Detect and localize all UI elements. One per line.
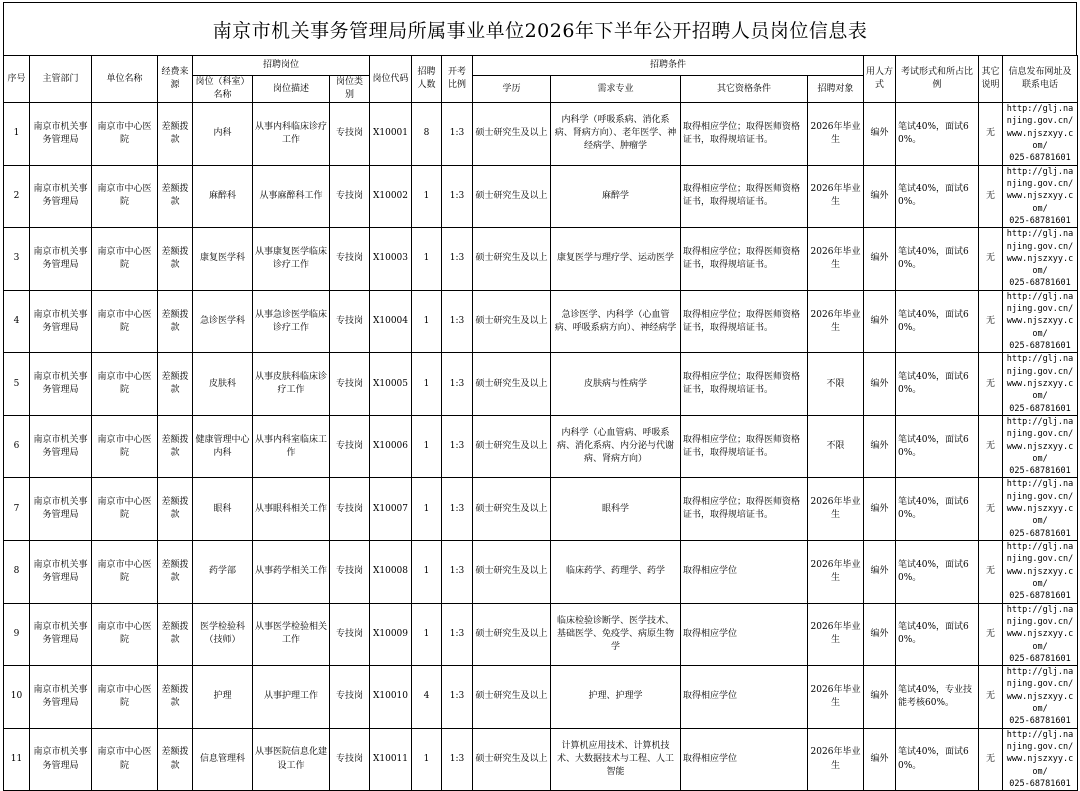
header-major: 需求专业	[551, 76, 681, 103]
cell-other: 取得相应学位	[681, 541, 808, 604]
cell-exam: 笔试40%，面试60%。	[896, 728, 979, 791]
cell-contact: http://glj.nanjing.gov.cn/ www.njszxyy.com/ 025-68781601	[1003, 666, 1078, 729]
cell-position-desc: 从事急诊医学临床诊疗工作	[253, 290, 330, 353]
cell-education: 硕士研究生及以上	[473, 103, 551, 166]
header-code: 岗位代码	[370, 56, 412, 103]
cell-other: 取得相应学位；取得医师资格证书，取得规培证书。	[681, 165, 808, 228]
cell-other: 取得相应学位	[681, 666, 808, 729]
table-row	[4, 541, 1078, 604]
table-row	[4, 228, 1078, 291]
cell-unit: 南京市中心医院	[92, 103, 158, 166]
cell-major: 眼科学	[551, 478, 681, 541]
cell-funding: 差额拨款	[158, 541, 193, 604]
cell-exam: 笔试40%，面试60%。	[896, 165, 979, 228]
cell-unit: 南京市中心医院	[92, 228, 158, 291]
cell-education: 硕士研究生及以上	[473, 541, 551, 604]
cell-target: 2026年毕业生	[808, 541, 864, 604]
cell-dept: 南京市机关事务管理局	[30, 603, 92, 666]
header-conditions-group: 招聘条件	[473, 56, 864, 76]
cell-other: 取得相应学位；取得医师资格证书，取得规培证书。	[681, 228, 808, 291]
cell-position-type: 专技岗	[330, 728, 370, 791]
cell-count: 1	[412, 415, 442, 478]
table-row	[4, 728, 1078, 791]
cell-contact: http://glj.nanjing.gov.cn/ www.njszxyy.com/ 025-68781601	[1003, 103, 1078, 166]
cell-dept: 南京市机关事务管理局	[30, 478, 92, 541]
cell-ratio: 1:3	[442, 603, 473, 666]
cell-count: 8	[412, 103, 442, 166]
header-count: 招聘人数	[412, 56, 442, 103]
cell-education: 硕士研究生及以上	[473, 666, 551, 729]
cell-dept: 南京市机关事务管理局	[30, 165, 92, 228]
cell-ratio: 1:3	[442, 478, 473, 541]
cell-remark: 无	[979, 165, 1003, 228]
cell-contact: http://glj.nanjing.gov.cn/ www.njszxyy.com/ 025-68781601	[1003, 290, 1078, 353]
cell-remark: 无	[979, 728, 1003, 791]
cell-other: 取得相应学位；取得医师资格证书，取得规培证书。	[681, 478, 808, 541]
cell-remark: 无	[979, 290, 1003, 353]
header-unit: 单位名称	[92, 56, 158, 103]
cell-position-desc: 从事医学检验相关工作	[253, 603, 330, 666]
cell-code: X10009	[370, 603, 412, 666]
cell-position-name: 医学检验科（技师）	[193, 603, 253, 666]
cell-contact: http://glj.nanjing.gov.cn/ www.njszxyy.com/ 025-68781601	[1003, 541, 1078, 604]
cell-education: 硕士研究生及以上	[473, 478, 551, 541]
cell-funding: 差额拨款	[158, 603, 193, 666]
cell-other: 取得相应学位；取得医师资格证书，取得规培证书。	[681, 290, 808, 353]
cell-position-type: 专技岗	[330, 415, 370, 478]
header-position-type: 岗位类别	[330, 76, 370, 103]
cell-major: 计算机应用技术、计算机技术、大数据技术与工程、人工智能	[551, 728, 681, 791]
header-contact: 信息发布网址及联系电话	[1003, 56, 1078, 103]
cell-funding: 差额拨款	[158, 353, 193, 416]
cell-count: 1	[412, 603, 442, 666]
cell-employment: 编外	[864, 541, 896, 604]
cell-unit: 南京市中心医院	[92, 603, 158, 666]
cell-funding: 差额拨款	[158, 415, 193, 478]
cell-seq: 5	[4, 353, 30, 416]
cell-target: 2026年毕业生	[808, 290, 864, 353]
cell-unit: 南京市中心医院	[92, 165, 158, 228]
cell-employment: 编外	[864, 666, 896, 729]
cell-major: 护理、护理学	[551, 666, 681, 729]
table-row	[4, 415, 1078, 478]
cell-code: X10001	[370, 103, 412, 166]
cell-unit: 南京市中心医院	[92, 290, 158, 353]
header-ratio: 开考比例	[442, 56, 473, 103]
positions-table	[3, 55, 1078, 791]
cell-ratio: 1:3	[442, 103, 473, 166]
cell-seq: 2	[4, 165, 30, 228]
cell-major: 内科学（心血管病、呼吸系病、消化系病、内分泌与代谢病、肾病方向）	[551, 415, 681, 478]
header-dept: 主管部门	[30, 56, 92, 103]
cell-position-name: 内科	[193, 103, 253, 166]
cell-ratio: 1:3	[442, 290, 473, 353]
cell-code: X10007	[370, 478, 412, 541]
cell-ratio: 1:3	[442, 228, 473, 291]
cell-count: 1	[412, 290, 442, 353]
cell-unit: 南京市中心医院	[92, 728, 158, 791]
cell-seq: 11	[4, 728, 30, 791]
cell-education: 硕士研究生及以上	[473, 290, 551, 353]
cell-ratio: 1:3	[442, 165, 473, 228]
cell-employment: 编外	[864, 478, 896, 541]
cell-code: X10005	[370, 353, 412, 416]
cell-exam: 笔试40%，面试60%。	[896, 415, 979, 478]
cell-position-name: 麻醉科	[193, 165, 253, 228]
cell-remark: 无	[979, 666, 1003, 729]
cell-code: X10004	[370, 290, 412, 353]
cell-remark: 无	[979, 478, 1003, 541]
cell-position-name: 康复医学科	[193, 228, 253, 291]
cell-contact: http://glj.nanjing.gov.cn/ www.njszxyy.com/ 025-68781601	[1003, 478, 1078, 541]
cell-code: X10011	[370, 728, 412, 791]
cell-other: 取得相应学位；取得医师资格证书，取得规培证书。	[681, 415, 808, 478]
cell-contact: http://glj.nanjing.gov.cn/ www.njszxyy.com/ 025-68781601	[1003, 353, 1078, 416]
cell-major: 麻醉学	[551, 165, 681, 228]
cell-target: 2026年毕业生	[808, 228, 864, 291]
page-title: 南京市机关事务管理局所属事业单位2026年下半年公开招聘人员岗位信息表	[3, 2, 1077, 55]
cell-position-type: 专技岗	[330, 666, 370, 729]
cell-count: 1	[412, 165, 442, 228]
cell-position-desc: 从事内科临床诊疗工作	[253, 103, 330, 166]
cell-position-name: 护理	[193, 666, 253, 729]
cell-education: 硕士研究生及以上	[473, 353, 551, 416]
cell-remark: 无	[979, 103, 1003, 166]
table-row	[4, 478, 1078, 541]
cell-position-desc: 从事药学相关工作	[253, 541, 330, 604]
cell-education: 硕士研究生及以上	[473, 165, 551, 228]
cell-seq: 3	[4, 228, 30, 291]
cell-code: X10006	[370, 415, 412, 478]
cell-funding: 差额拨款	[158, 478, 193, 541]
cell-major: 临床药学、药理学、药学	[551, 541, 681, 604]
cell-position-desc: 从事内科室临床工作	[253, 415, 330, 478]
cell-position-desc: 从事皮肤科临床诊疗工作	[253, 353, 330, 416]
cell-remark: 无	[979, 353, 1003, 416]
cell-dept: 南京市机关事务管理局	[30, 666, 92, 729]
cell-unit: 南京市中心医院	[92, 353, 158, 416]
cell-target: 2026年毕业生	[808, 728, 864, 791]
cell-exam: 笔试40%，面试60%。	[896, 103, 979, 166]
cell-position-desc: 从事眼科相关工作	[253, 478, 330, 541]
header-seq: 序号	[4, 56, 30, 103]
cell-seq: 6	[4, 415, 30, 478]
cell-seq: 10	[4, 666, 30, 729]
cell-target: 2026年毕业生	[808, 603, 864, 666]
header-exam: 考试形式和所占比例	[896, 56, 979, 103]
cell-position-type: 专技岗	[330, 290, 370, 353]
cell-remark: 无	[979, 228, 1003, 291]
header-target: 招聘对象	[808, 76, 864, 103]
recruitment-sheet	[3, 2, 1077, 789]
table-row	[4, 603, 1078, 666]
header-position-group: 招聘岗位	[193, 56, 370, 76]
cell-employment: 编外	[864, 290, 896, 353]
cell-seq: 8	[4, 541, 30, 604]
cell-education: 硕士研究生及以上	[473, 415, 551, 478]
cell-funding: 差额拨款	[158, 666, 193, 729]
cell-education: 硕士研究生及以上	[473, 603, 551, 666]
cell-code: X10002	[370, 165, 412, 228]
cell-remark: 无	[979, 603, 1003, 666]
header-position-name: 岗位（科室）名称	[193, 76, 253, 103]
cell-seq: 1	[4, 103, 30, 166]
cell-seq: 9	[4, 603, 30, 666]
table-row	[4, 103, 1078, 166]
cell-count: 4	[412, 666, 442, 729]
cell-exam: 笔试40%，面试60%。	[896, 478, 979, 541]
cell-funding: 差额拨款	[158, 290, 193, 353]
header-position-desc: 岗位描述	[253, 76, 330, 103]
cell-target: 2026年毕业生	[808, 103, 864, 166]
cell-target: 2026年毕业生	[808, 478, 864, 541]
cell-position-type: 专技岗	[330, 103, 370, 166]
cell-major: 皮肤病与性病学	[551, 353, 681, 416]
cell-remark: 无	[979, 415, 1003, 478]
cell-employment: 编外	[864, 228, 896, 291]
header-funding: 经费来源	[158, 56, 193, 103]
cell-count: 1	[412, 353, 442, 416]
cell-contact: http://glj.nanjing.gov.cn/ www.njszxyy.com/ 025-68781601	[1003, 603, 1078, 666]
cell-exam: 笔试40%，面试60%。	[896, 353, 979, 416]
cell-position-type: 专技岗	[330, 478, 370, 541]
cell-other: 取得相应学位	[681, 728, 808, 791]
cell-position-type: 专技岗	[330, 603, 370, 666]
cell-employment: 编外	[864, 103, 896, 166]
cell-count: 1	[412, 228, 442, 291]
cell-dept: 南京市机关事务管理局	[30, 290, 92, 353]
table-row	[4, 165, 1078, 228]
cell-other: 取得相应学位；取得医师资格证书，取得规培证书。	[681, 103, 808, 166]
cell-dept: 南京市机关事务管理局	[30, 228, 92, 291]
cell-count: 1	[412, 541, 442, 604]
cell-employment: 编外	[864, 165, 896, 228]
cell-position-type: 专技岗	[330, 228, 370, 291]
header-education: 学历	[473, 76, 551, 103]
cell-seq: 4	[4, 290, 30, 353]
cell-target: 不限	[808, 353, 864, 416]
cell-employment: 编外	[864, 728, 896, 791]
header-remark: 其它说明	[979, 56, 1003, 103]
cell-count: 1	[412, 478, 442, 541]
cell-dept: 南京市机关事务管理局	[30, 103, 92, 166]
table-body	[4, 103, 1078, 791]
table-row	[4, 290, 1078, 353]
cell-dept: 南京市机关事务管理局	[30, 415, 92, 478]
cell-position-name: 健康管理中心内科	[193, 415, 253, 478]
cell-position-type: 专技岗	[330, 165, 370, 228]
cell-ratio: 1:3	[442, 541, 473, 604]
cell-position-name: 急诊医学科	[193, 290, 253, 353]
cell-unit: 南京市中心医院	[92, 541, 158, 604]
cell-position-desc: 从事医院信息化建设工作	[253, 728, 330, 791]
cell-exam: 笔试40%，专业技能考核60%。	[896, 666, 979, 729]
cell-position-name: 皮肤科	[193, 353, 253, 416]
table-row	[4, 666, 1078, 729]
cell-dept: 南京市机关事务管理局	[30, 541, 92, 604]
cell-major: 康复医学与理疗学、运动医学	[551, 228, 681, 291]
cell-exam: 笔试40%，面试60%。	[896, 290, 979, 353]
cell-major: 临床检验诊断学、医学技术、基础医学、免疫学、病原生物学	[551, 603, 681, 666]
cell-seq: 7	[4, 478, 30, 541]
cell-position-type: 专技岗	[330, 353, 370, 416]
cell-employment: 编外	[864, 415, 896, 478]
cell-unit: 南京市中心医院	[92, 666, 158, 729]
cell-employment: 编外	[864, 603, 896, 666]
cell-education: 硕士研究生及以上	[473, 228, 551, 291]
cell-target: 2026年毕业生	[808, 165, 864, 228]
cell-dept: 南京市机关事务管理局	[30, 728, 92, 791]
cell-education: 硕士研究生及以上	[473, 728, 551, 791]
cell-contact: http://glj.nanjing.gov.cn/ www.njszxyy.com/ 025-68781601	[1003, 165, 1078, 228]
cell-code: X10008	[370, 541, 412, 604]
cell-ratio: 1:3	[442, 728, 473, 791]
cell-remark: 无	[979, 541, 1003, 604]
cell-contact: http://glj.nanjing.gov.cn/ www.njszxyy.com/ 025-68781601	[1003, 228, 1078, 291]
cell-contact: http://glj.nanjing.gov.cn/ www.njszxyy.com/ 025-68781601	[1003, 415, 1078, 478]
cell-ratio: 1:3	[442, 666, 473, 729]
cell-funding: 差额拨款	[158, 103, 193, 166]
cell-position-desc: 从事康复医学临床诊疗工作	[253, 228, 330, 291]
cell-contact: http://glj.nanjing.gov.cn/ www.njszxyy.com/ 025-68781601	[1003, 728, 1078, 791]
cell-other: 取得相应学位	[681, 603, 808, 666]
cell-code: X10010	[370, 666, 412, 729]
cell-position-name: 信息管理科	[193, 728, 253, 791]
cell-unit: 南京市中心医院	[92, 478, 158, 541]
cell-unit: 南京市中心医院	[92, 415, 158, 478]
cell-funding: 差额拨款	[158, 728, 193, 791]
cell-code: X10003	[370, 228, 412, 291]
cell-position-type: 专技岗	[330, 541, 370, 604]
header-other: 其它资格条件	[681, 76, 808, 103]
cell-count: 1	[412, 728, 442, 791]
cell-position-desc: 从事护理工作	[253, 666, 330, 729]
cell-target: 不限	[808, 415, 864, 478]
cell-funding: 差额拨款	[158, 228, 193, 291]
cell-exam: 笔试40%，面试60%。	[896, 541, 979, 604]
header-employment: 用人方式	[864, 56, 896, 103]
cell-position-name: 药学部	[193, 541, 253, 604]
cell-other: 取得相应学位；取得医师资格证书，取得规培证书。	[681, 353, 808, 416]
cell-position-name: 眼科	[193, 478, 253, 541]
cell-exam: 笔试40%，面试60%。	[896, 603, 979, 666]
cell-major: 急诊医学、内科学（心血管病、呼吸系病方向）、神经病学	[551, 290, 681, 353]
cell-major: 内科学（呼吸系病、消化系病、肾病方向）、老年医学、神经病学、肿瘤学	[551, 103, 681, 166]
cell-position-desc: 从事麻醉科工作	[253, 165, 330, 228]
cell-exam: 笔试40%，面试60%。	[896, 228, 979, 291]
cell-ratio: 1:3	[442, 415, 473, 478]
cell-employment: 编外	[864, 353, 896, 416]
cell-dept: 南京市机关事务管理局	[30, 353, 92, 416]
table-row	[4, 353, 1078, 416]
cell-target: 2026年毕业生	[808, 666, 864, 729]
cell-funding: 差额拨款	[158, 165, 193, 228]
cell-ratio: 1:3	[442, 353, 473, 416]
